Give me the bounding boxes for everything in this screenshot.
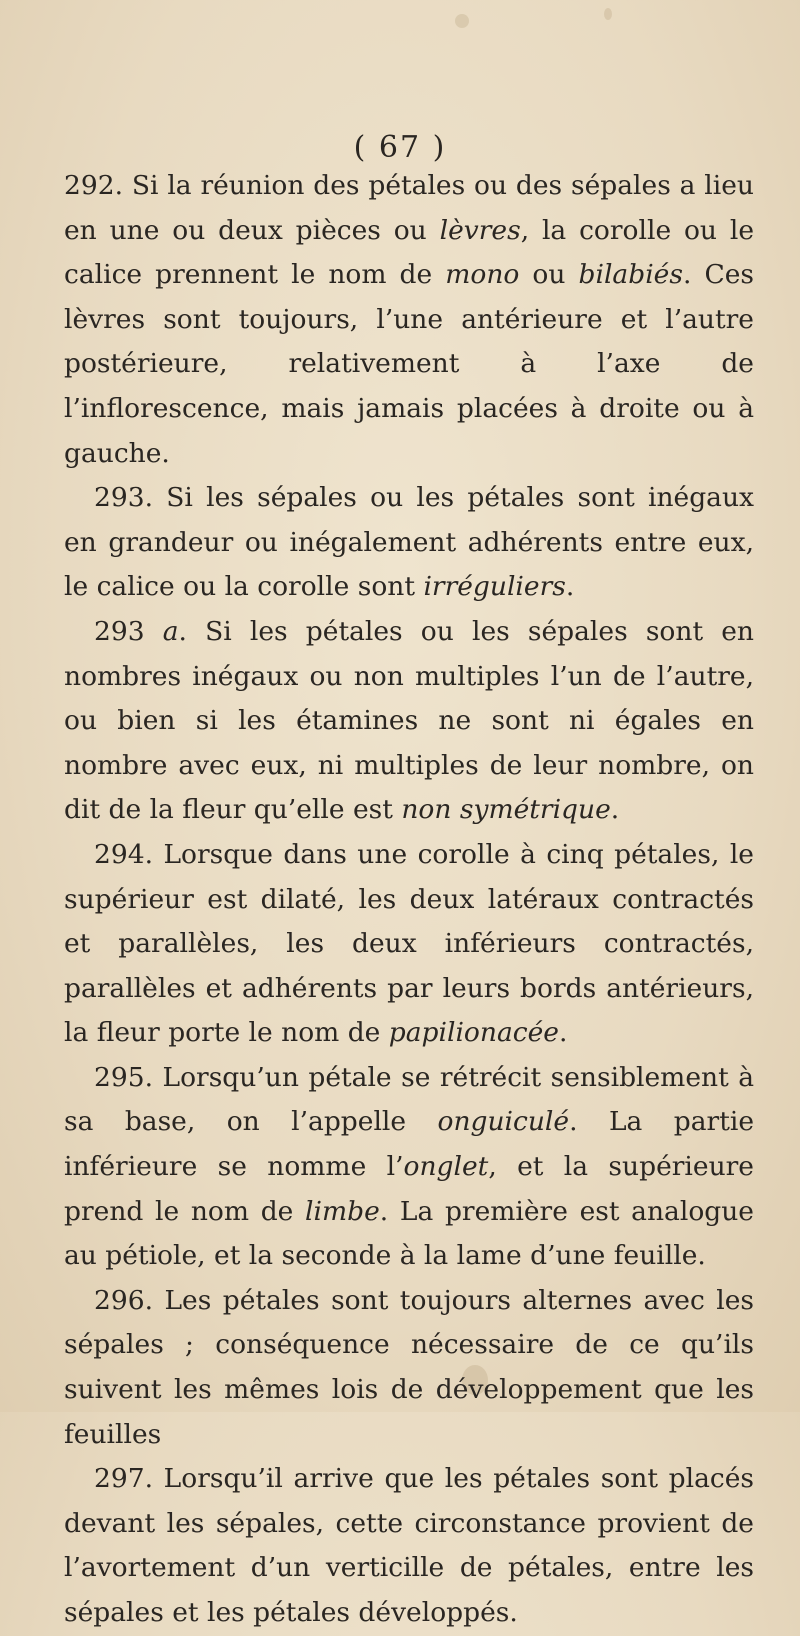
- paragraph-293a: [64, 610, 754, 833]
- paper-stain: [455, 14, 469, 28]
- italic-term: mono: [445, 259, 520, 291]
- italic-term: onguiculé: [437, 1106, 570, 1138]
- text-run: .: [565, 571, 575, 603]
- text-run: 294. Lorsque dans une corolle à cinq pétales, le supérieur est dilaté, les deux latéraux contractés et parallèles, les deux inférieurs contractés, parallèles et adhérents par leurs bords antérieurs, la fleur porte le nom de: [64, 838, 754, 1049]
- paragraph-292: [64, 164, 754, 476]
- text-run: . La première est analogue au pétiole, et la seconde à la lame d’une feuille.: [64, 1195, 754, 1272]
- italic-term: irréguliers: [423, 571, 566, 603]
- paragraph-295: [64, 1056, 754, 1279]
- text-run: , et la supérieure prend le nom de: [64, 1151, 754, 1227]
- italic-term: papilionacée: [388, 1017, 559, 1049]
- text-run: , la corolle ou le calice prennent le nom de: [64, 214, 754, 291]
- paragraph-294: [64, 833, 754, 1056]
- page-number: ( 67 ): [353, 130, 447, 165]
- paragraph-296: [64, 1279, 754, 1457]
- text-run: 293: [94, 615, 163, 647]
- text-run: .: [610, 794, 620, 826]
- body-text: [64, 164, 754, 1636]
- text-run: ou: [519, 259, 579, 291]
- text-run: . La partie inférieure se nomme l’: [64, 1106, 754, 1183]
- italic-term: bilabiés: [578, 259, 683, 291]
- text-run: 295. Lorsqu’un pétale se rétrécit sensiblement à sa base, on l’appelle: [64, 1061, 754, 1138]
- text-run: 292. Si la réunion des pétales ou des sépales a lieu en une ou deux pièces ou: [64, 170, 754, 246]
- italic-term: onglet: [403, 1151, 489, 1183]
- italic-term: lèvres: [439, 214, 521, 246]
- text-run: . Si les pétales ou les sépales sont en nombres inégaux ou non multiples l’un de l’autre, ou bien si les étamines ne sont ni égales en nombre avec eux, ni multiples de leur nombre, on dit de la fleur qu’elle est: [64, 615, 754, 826]
- paper-stain: [604, 8, 612, 20]
- text-run: 297. Lorsqu’il arrive que les pétales sont placés devant les sépales, cette circonstance provient de l’avortement d’un verticille de pétales, entre les sépales et les pétales développés.: [64, 1463, 754, 1628]
- text-run: 293. Si les sépales ou les pétales sont inégaux en grandeur ou inégalement adhérents entre eux, le calice ou la corolle sont: [64, 482, 754, 603]
- text-run: . Ces lèvres sont toujours, l’une antérieure et l’autre postérieure, relativement à l’axe de l’inflorescence, mais jamais placées à droite ou à gauche.: [64, 259, 754, 469]
- paragraph-297: [64, 1457, 754, 1635]
- text-run: .: [558, 1017, 568, 1049]
- italic-term: limbe: [305, 1195, 380, 1227]
- paragraph-293: [64, 476, 754, 610]
- italic-term: non symétrique: [401, 794, 611, 826]
- text-run: 296. Les pétales sont toujours alternes avec les sépales ; conséquence nécessaire de ce qu’ils suivent les mêmes lois de développement que les feuilles: [64, 1284, 754, 1450]
- italic-term: a: [162, 615, 179, 647]
